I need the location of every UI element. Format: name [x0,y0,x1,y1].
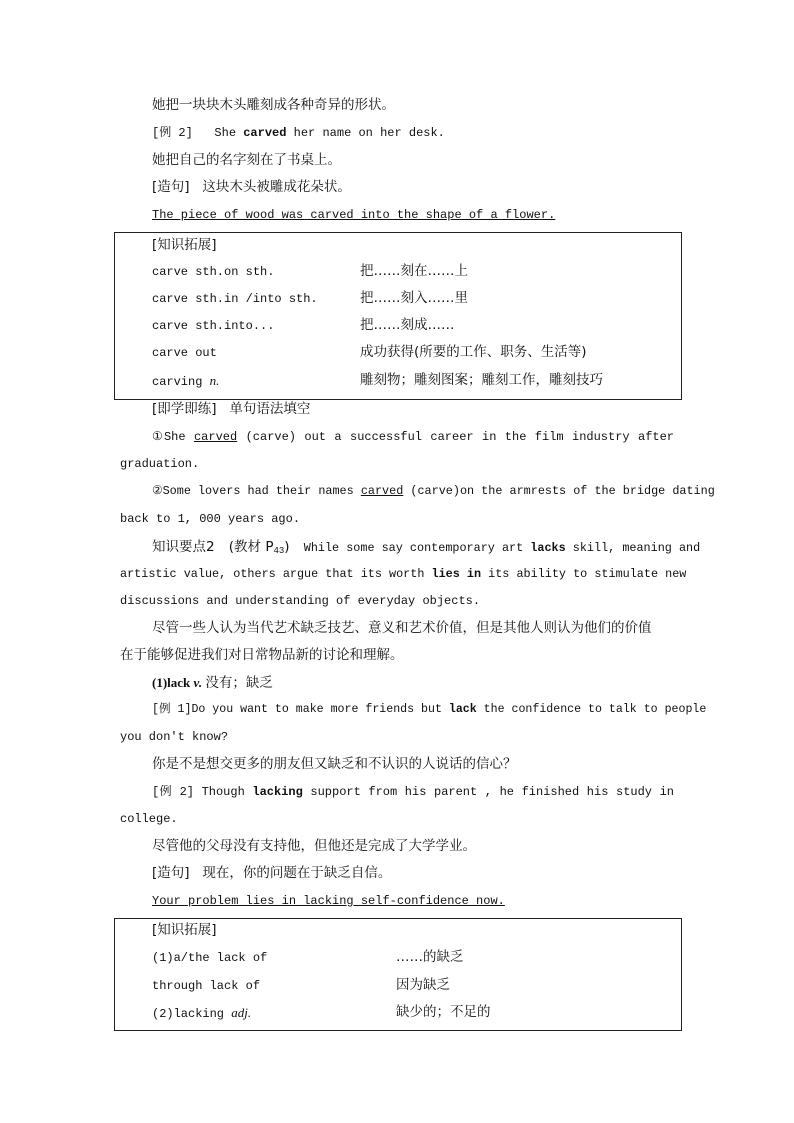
key-point-2-cont: artistic value, others argue that its worth lies in its ability to stimulate new [120,567,687,581]
example-2: [例 2] She carved her name on her desk. [152,126,445,140]
practice-item-2-cont: back to 1, 000 years ago. [120,512,301,526]
phrase: carve sth.in /into sth. [152,292,318,306]
phrase: (1)a/the lack of [152,951,268,965]
phrase: carve out [152,346,217,360]
lack-example-1: [例 1]Do you want to make more friends but lack the confidence to talk to people [152,703,707,716]
translation-line: 在于能够促进我们对日常物品新的讨论和理解。 [120,647,404,663]
lack-example-1-cont: you don't know? [120,730,229,744]
answer: carved [360,484,404,498]
box-title: [知识拓展] [152,922,217,938]
practice-item-1: ①She carved (carve) out a successful career in the film industry after [152,430,675,444]
translation-line: 你是不是想交更多的朋友但又缺乏和不认识的人说话的信心？ [152,756,517,772]
lack-heading: (1)lack v. 没有；缺乏 [152,675,273,691]
translation-line: 她把自己的名字刻在了书桌上。 [152,152,341,168]
key-point-2-cont: discussions and understanding of everyday objects. [120,594,481,608]
phrase-meaning: 缺少的；不足的 [396,1004,491,1020]
practice-item-1-cont: graduation. [120,457,200,471]
phrase: (2)lacking adj. [152,1005,252,1021]
practice-heading: [即学即练] 单句语法填空 [152,401,311,417]
phrase-meaning: 雕刻物；雕刻图案；雕刻工作，雕刻技巧 [360,372,603,388]
phrase: carve sth.into... [152,319,275,333]
knowledge-extension-box [114,232,682,400]
practice-item-2: ②Some lovers had their names carved (carve)on the armrests of the bridge dating [152,484,715,498]
phrase-meaning: ……的缺乏 [396,949,464,965]
translation-line: 尽管他的父母没有支持他，但他还是完成了大学学业。 [152,838,476,854]
phrase-meaning: 把……刻入……里 [360,290,468,306]
make-sentence: [造句] 现在，你的问题在于缺乏自信。 [152,865,392,881]
phrase-meaning: 成功获得(所要的工作、职务、生活等) [360,344,587,360]
phrase: through lack of [152,979,261,993]
make-sentence: [造句] 这块木头被雕成花朵状。 [152,179,351,195]
box-title: [知识拓展] [152,237,217,253]
translation-line: 她把一块块木头雕刻成各种奇异的形状。 [152,97,395,113]
phrase: carving n. [152,373,220,389]
phrase-meaning: 因为缺乏 [396,977,450,993]
answer-line: Your problem lies in lacking self-confidence now. [152,894,505,908]
example-label: [例 2] [152,126,193,140]
knowledge-extension-box [114,918,682,1031]
translation-line: 尽管一些人认为当代艺术缺乏技艺、意义和艺术价值，但是其他人则认为他们的价值 [152,620,652,636]
lack-example-2-cont: college. [120,812,178,826]
phrase-meaning: 把……刻成…… [360,317,455,333]
lack-example-2: [例 2] Though lacking support from his parent , he finished his study in [152,785,674,799]
keyword: carved [243,126,287,140]
key-point-2: 知识要点2 (教材 $P_{43}$) While some say contemporary art lacks skill, meaning and [152,539,701,556]
answer-line: The piece of wood was carved into the shape of a flower. [152,208,556,222]
phrase-meaning: 把……刻在……上 [360,263,468,279]
answer: carved [193,430,238,444]
phrase: carve sth.on sth. [152,265,275,279]
